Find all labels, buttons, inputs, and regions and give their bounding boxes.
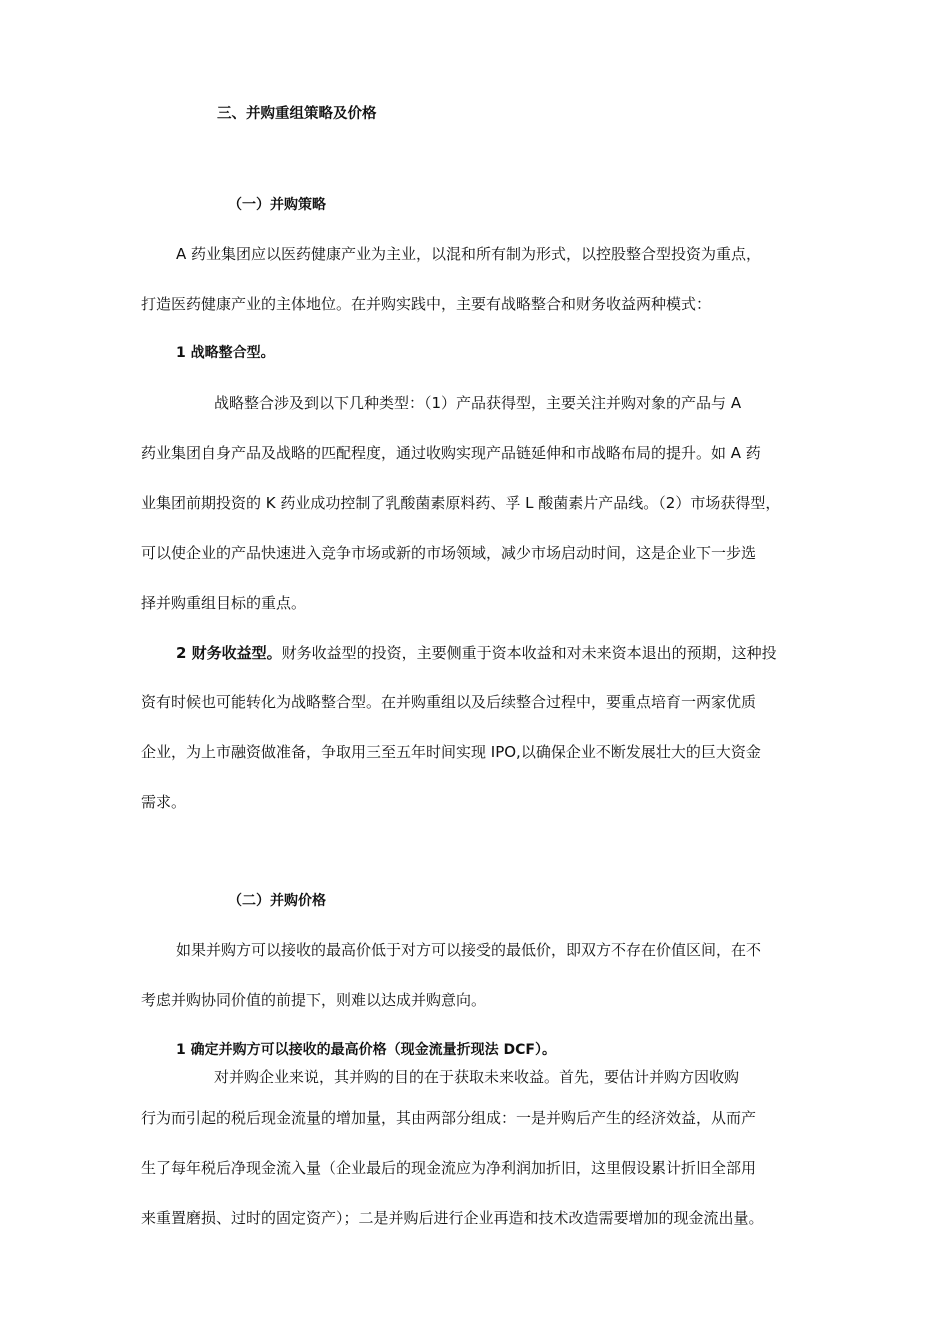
paragraph-text: 财务收益型的投资，主要侧重于资本收益和对未来资本退出的预期，这种投 xyxy=(281,644,777,662)
paragraph-line: 打造医药健康产业的主体地位。在并购实践中，主要有战略整合和财务收益两种模式： xyxy=(141,295,712,313)
paragraph-line: 对并购企业来说，其并购的目的在于获取未来收益。首先，要估计并购方因收购 xyxy=(214,1068,740,1086)
item-heading-financial-return: 2 财务收益型。 xyxy=(176,644,282,662)
paragraph-line: 择并购重组目标的重点。 xyxy=(141,594,307,612)
paragraph-line: 如果并购方可以接收的最高价低于对方可以接受的最低价，即双方不存在价值区间，在不 xyxy=(176,941,762,959)
paragraph-line: 资有时候也可能转化为战略整合型。在并购重组以及后续整合过程中，要重点培育一两家优质 xyxy=(141,693,757,711)
item-heading-max-price: 1 确定并购方可以接收的最高价格（现金流量折现法 DCF）。 xyxy=(176,1042,556,1058)
paragraph-line: 来重置磨损、过时的固定资产）；二是并购后进行企业再造和技术改造需要增加的现金流出量。 xyxy=(141,1209,764,1227)
section-heading: 三、并购重组策略及价格 xyxy=(217,106,377,122)
paragraph-line: 战略整合涉及到以下几种类型：（1）产品获得型，主要关注并购对象的产品与 A xyxy=(214,394,742,412)
paragraph-line: A 药业集团应以医药健康产业为主业，以混和所有制为形式，以控股整合型投资为重点， xyxy=(176,245,762,263)
subsection-heading-price: （二）并购价格 xyxy=(228,893,326,909)
item-heading-strategic-integration: 1 战略整合型。 xyxy=(176,345,275,361)
paragraph-line: 生了每年税后净现金流入量（企业最后的现金流应为净利润加折旧，这里假设累计折旧全部用 xyxy=(141,1159,757,1177)
paragraph-line: 业集团前期投资的 K 药业成功控制了乳酸菌素原料药、孚 L 酸菌素片产品线。（2）市场获得型， xyxy=(141,494,781,512)
subsection-heading-strategy: （一）并购策略 xyxy=(228,197,326,213)
paragraph-line: 企业，为上市融资做准备，争取用三至五年时间实现 IPO,以确保企业不断发展壮大的巨大资金 xyxy=(141,743,761,761)
paragraph-line: 可以使企业的产品快速进入竞争市场或新的市场领域，减少市场启动时间，这是企业下一步选 xyxy=(141,544,757,562)
paragraph-line: 行为而引起的税后现金流量的增加量，其由两部分组成：一是并购后产生的经济效益，从而产 xyxy=(141,1109,757,1127)
paragraph-line: 药业集团自身产品及战略的匹配程度，通过收购实现产品链延伸和市战略布局的提升。如 A 药 xyxy=(141,444,761,462)
paragraph-line xyxy=(176,643,777,663)
paragraph-line: 考虑并购协同价值的前提下，则难以达成并购意向。 xyxy=(141,991,487,1009)
paragraph-line: 需求。 xyxy=(141,793,187,811)
